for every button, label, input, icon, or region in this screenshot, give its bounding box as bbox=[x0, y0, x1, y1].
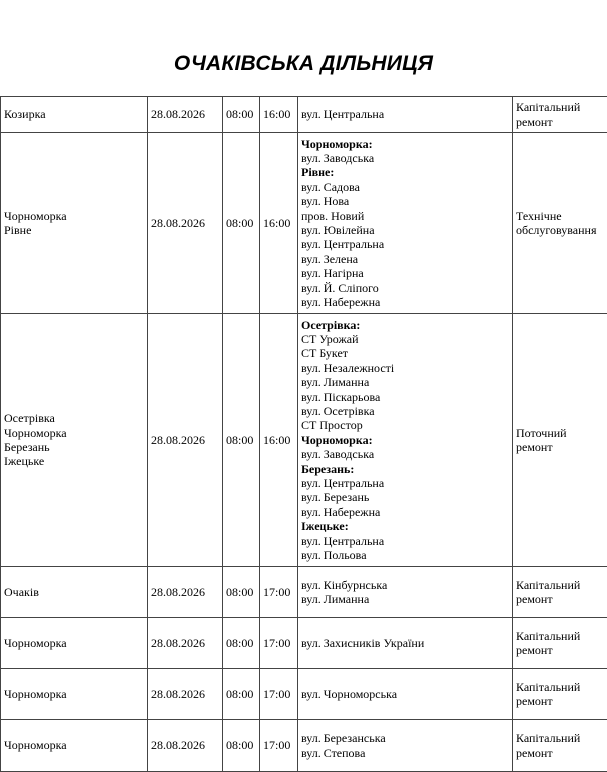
street-name: вул. Заводська bbox=[301, 150, 375, 165]
table-row bbox=[1, 669, 607, 720]
streets-cell bbox=[298, 314, 513, 567]
outage-schedule-table bbox=[0, 96, 607, 772]
settlement-name: Чорноморка bbox=[4, 635, 67, 650]
date-cell: 28.08.2026 bbox=[148, 567, 223, 618]
street-name: вул. Степова bbox=[301, 745, 366, 760]
work-type-cell bbox=[513, 567, 607, 618]
street-name: вул. Піскарьова bbox=[301, 389, 381, 404]
end-time-cell: 17:00 bbox=[260, 567, 298, 618]
end-time-cell: 17:00 bbox=[260, 720, 298, 772]
work-type-text: Капітальний bbox=[516, 731, 581, 746]
work-type-text: ремонт bbox=[516, 114, 553, 129]
settlement-heading: Осетрівка: bbox=[301, 317, 361, 332]
street-name: вул. Кінбурнська bbox=[301, 577, 388, 592]
settlement-name: Чорноморка bbox=[4, 738, 67, 753]
settlement-name: Чорноморка bbox=[4, 425, 67, 440]
streets-cell bbox=[298, 720, 513, 772]
streets-cell bbox=[298, 133, 513, 314]
street-name: вул. Набережна bbox=[301, 295, 381, 310]
work-type-cell bbox=[513, 720, 607, 772]
start-time-cell: 08:00 bbox=[223, 133, 260, 314]
start-time-cell: 08:00 bbox=[223, 97, 260, 133]
street-name: вул. Центральна bbox=[301, 237, 385, 252]
work-type-text: ремонт bbox=[516, 440, 553, 454]
settlements-cell bbox=[1, 720, 148, 772]
table-row bbox=[1, 314, 607, 567]
street-name: вул. Осетрівка bbox=[301, 403, 375, 418]
work-type-text: Технічне bbox=[516, 208, 562, 223]
settlements-cell bbox=[1, 314, 148, 567]
streets-cell bbox=[298, 97, 513, 133]
street-name: СТ Букет bbox=[301, 346, 349, 361]
street-name: вул. Ювілейна bbox=[301, 223, 375, 237]
settlement-name: Очаків bbox=[4, 584, 39, 599]
street-name: вул. Набережна bbox=[301, 504, 381, 519]
street-name: пров. Новий bbox=[301, 208, 365, 223]
table-row bbox=[1, 567, 607, 618]
settlements-cell bbox=[1, 97, 148, 133]
settlement-heading: Чорноморка: bbox=[301, 136, 373, 151]
street-name: вул. Нагірна bbox=[301, 266, 364, 281]
work-type-text: Капітальний bbox=[516, 577, 581, 592]
work-type-cell bbox=[513, 133, 607, 314]
end-time-cell: 16:00 bbox=[260, 133, 298, 314]
date-cell: 28.08.2026 bbox=[148, 314, 223, 567]
street-name: вул. Центральна bbox=[301, 476, 385, 491]
settlement-name: Козирка bbox=[4, 107, 46, 122]
street-name: вул. Нова bbox=[301, 194, 350, 209]
work-type-text: ремонт bbox=[516, 592, 553, 606]
street-name: вул. Березань bbox=[301, 490, 370, 505]
start-time-cell: 08:00 bbox=[223, 669, 260, 720]
settlement-name: Іжецьке bbox=[4, 454, 45, 469]
work-type-cell bbox=[513, 669, 607, 720]
settlement-name: Рівне bbox=[4, 223, 32, 237]
date-cell: 28.08.2026 bbox=[148, 97, 223, 133]
street-name: вул. Центральна bbox=[301, 533, 385, 548]
date-cell: 28.08.2026 bbox=[148, 720, 223, 772]
work-type-text: ремонт bbox=[516, 745, 553, 760]
start-time-cell: 08:00 bbox=[223, 567, 260, 618]
streets-cell bbox=[298, 618, 513, 669]
work-type-text: ремонт bbox=[516, 643, 553, 657]
settlement-heading: Чорноморка: bbox=[301, 432, 373, 447]
street-name: вул. Польова bbox=[301, 548, 367, 563]
settlements-cell bbox=[1, 669, 148, 720]
table-row bbox=[1, 618, 607, 669]
street-name: вул. Й. Сліпого bbox=[301, 280, 379, 295]
work-type-text: ремонт bbox=[516, 694, 553, 708]
end-time-cell: 17:00 bbox=[260, 669, 298, 720]
street-name: вул. Березанська bbox=[301, 731, 386, 746]
settlement-name: Чорноморка bbox=[4, 208, 67, 223]
street-name: вул. Зелена bbox=[301, 251, 359, 266]
work-type-text: Капітальний bbox=[516, 628, 581, 643]
table-row bbox=[1, 97, 607, 133]
street-name: вул. Садова bbox=[301, 179, 360, 194]
work-type-text: Поточний bbox=[516, 425, 567, 440]
table-row bbox=[1, 133, 607, 314]
end-time-cell: 16:00 bbox=[260, 97, 298, 133]
streets-cell bbox=[298, 669, 513, 720]
work-type-cell bbox=[513, 618, 607, 669]
street-name: СТ Урожай bbox=[301, 331, 359, 346]
date-cell: 28.08.2026 bbox=[148, 133, 223, 314]
page-title: ОЧАКІВСЬКА ДІЛЬНИЦЯ bbox=[173, 52, 434, 75]
street-name: вул. Лиманна bbox=[301, 375, 370, 390]
date-cell: 28.08.2026 bbox=[148, 669, 223, 720]
date-cell: 28.08.2026 bbox=[148, 618, 223, 669]
work-type-cell bbox=[513, 314, 607, 567]
start-time-cell: 08:00 bbox=[223, 720, 260, 772]
street-name: вул. Захисників України bbox=[301, 635, 425, 650]
street-name: вул. Заводська bbox=[301, 447, 375, 462]
settlement-heading: Рівне: bbox=[301, 165, 335, 180]
settlement-name: Чорноморка bbox=[4, 686, 67, 701]
start-time-cell: 08:00 bbox=[223, 314, 260, 567]
street-name: вул. Лиманна bbox=[301, 592, 370, 606]
work-type-text: обслуговування bbox=[516, 223, 597, 237]
street-name: вул. Незалежності bbox=[301, 360, 395, 375]
street-name: вул. Чорноморська bbox=[301, 686, 398, 701]
settlement-name: Березань bbox=[4, 440, 50, 454]
street-name: СТ Простор bbox=[301, 418, 363, 433]
settlement-heading: Іжецьке: bbox=[301, 519, 349, 534]
settlement-name: Осетрівка bbox=[4, 411, 55, 426]
settlement-heading: Березань: bbox=[301, 461, 355, 476]
settlements-cell bbox=[1, 133, 148, 314]
end-time-cell: 17:00 bbox=[260, 618, 298, 669]
work-type-cell bbox=[513, 97, 607, 133]
settlements-cell bbox=[1, 618, 148, 669]
settlements-cell bbox=[1, 567, 148, 618]
work-type-text: Капітальний bbox=[516, 100, 581, 115]
work-type-text: Капітальний bbox=[516, 679, 581, 694]
table-row bbox=[1, 720, 607, 772]
streets-cell bbox=[298, 567, 513, 618]
street-name: вул. Центральна bbox=[301, 107, 385, 122]
start-time-cell: 08:00 bbox=[223, 618, 260, 669]
end-time-cell: 16:00 bbox=[260, 314, 298, 567]
